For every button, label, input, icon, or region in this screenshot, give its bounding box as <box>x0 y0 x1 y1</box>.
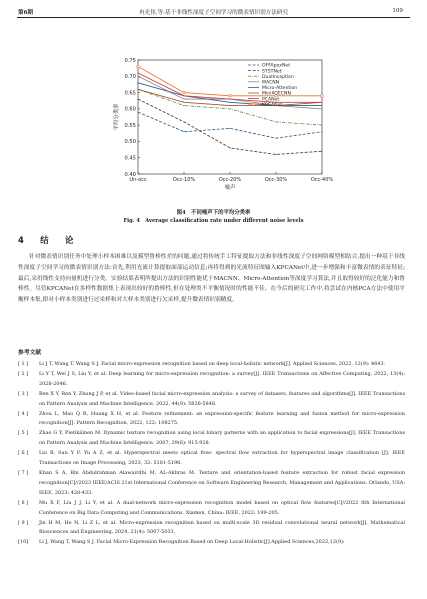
x-tick-label: Occ-40% <box>310 177 334 183</box>
data-point <box>137 76 138 77</box>
series-line <box>138 99 322 154</box>
data-point <box>183 121 184 122</box>
y-tick-label: 0.45 <box>124 155 136 162</box>
y-tick-label: 0.55 <box>124 122 136 129</box>
data-point <box>321 102 322 103</box>
reference-list <box>18 360 405 548</box>
legend-label: DualInception <box>262 74 294 80</box>
x-tick-label: Occ-30% <box>264 177 288 183</box>
reference-text: Zhao G Y, Pietikäinen M. Dynamic texture recognition using local binary patterns with an application to facial expressions[J]. IEEE Transactions on Pattern Analysis and Machine Intelligence, 2007, 29(6): 915-928. <box>39 430 405 447</box>
plot-frame <box>138 60 322 174</box>
header-rule <box>17 17 410 18</box>
reference-text: Jin H M, He N, Li Z L, et al. Micro-expression recognition based on multi-scale 3D residual convolutional neural network[J]. Mathematical Biosciences and Engineering, 2024, 21(4): 5007-5031. <box>39 519 405 536</box>
reference-text: Li J T, Wang T, Wang S J. Facial micro-expression recognition based on deep local-holistic network[J]. Applied Sciences, 2022, 12(9): 4643. <box>39 361 386 367</box>
reference-number: [ 5 ] <box>18 430 29 437</box>
legend-label: Micro-Attention <box>262 86 298 92</box>
y-tick-label: 0.75 <box>124 57 136 64</box>
data-point <box>183 95 184 96</box>
data-point <box>183 99 184 100</box>
data-point <box>183 105 184 106</box>
page-number: 109 <box>392 8 403 14</box>
data-point <box>137 82 138 83</box>
reference-item <box>18 499 405 519</box>
reference-number: [ 3 ] <box>18 390 29 397</box>
data-point <box>321 108 322 109</box>
data-point <box>275 138 276 139</box>
reference-text: Mu X F, Liu J J, Li Y, et al. A dual-network micro-expression recognition model based on optical flow features[C]//2022 8th International Conference on Big Data Computing and Communications. Xiamen, China: IEEE, 2022: 199-205. <box>39 499 405 516</box>
reference-text: Zhou L, Mao Q R, Huang X H, et al. Feature refinement: an expression-specific feature learning and fusion method for micro-expression recognition[J]. Pattern Recognition, 2022, 122: 108275. <box>39 410 405 427</box>
data-point <box>275 121 276 122</box>
data-point <box>183 131 184 132</box>
data-point <box>183 102 184 103</box>
reference-item <box>18 469 405 499</box>
y-tick-label: 0.50 <box>124 139 136 146</box>
data-point <box>137 72 138 73</box>
legend-label: STSTNet <box>262 69 282 75</box>
issue-number: 第6期 <box>18 10 34 16</box>
data-point <box>229 95 232 98</box>
reference-number: [ 8 ] <box>18 499 29 506</box>
legend-label: OFFApexNet <box>262 63 291 69</box>
data-point <box>229 99 230 100</box>
data-point <box>229 105 230 106</box>
data-point <box>321 125 322 126</box>
y-tick-label: 0.40 <box>124 171 136 178</box>
reference-text: Li J, Wang T, Wang S J. Facial Micro-Expression Recognition Based on Deep Local-Holistic[J].Applied Sciences,2022,12(9): <box>39 539 345 546</box>
data-point <box>229 108 230 109</box>
y-tick-label: 0.60 <box>124 106 136 113</box>
x-tick-label: Occ-10% <box>172 177 196 183</box>
data-point <box>137 89 138 90</box>
data-point <box>321 95 324 98</box>
series-line <box>138 67 322 96</box>
data-point <box>229 147 230 148</box>
data-point <box>321 151 322 152</box>
reference-number: [ 6 ] <box>18 450 29 457</box>
y-tick-label: 0.70 <box>124 74 136 81</box>
data-point <box>229 128 230 129</box>
x-tick-label: Un-occ <box>129 177 147 183</box>
reference-item <box>18 390 405 410</box>
reference-item <box>18 449 405 469</box>
legend-label: KPCANet <box>262 102 283 108</box>
legend-label: MiniXOECNN <box>262 91 291 97</box>
data-point <box>229 102 230 103</box>
series-line <box>138 89 322 105</box>
data-point <box>321 105 322 106</box>
data-point <box>137 112 138 113</box>
series-line <box>138 112 322 138</box>
section-title: 4 结 论 <box>18 235 78 245</box>
legend-label: MACNN <box>262 80 280 86</box>
reference-item <box>18 360 405 370</box>
data-point <box>321 131 322 132</box>
reference-text: Ben X Y, Ren Y, Zhang J P, et al. Video-based facial micro-expression analysis: a survey of datasets, features and algorithms[J]. IEEE Transactions on Pattern Analysis and Machine Intelligence, 2022, 44(9): 5826-5846. <box>39 390 405 407</box>
reference-item <box>18 370 405 390</box>
classification-rate-chart <box>100 54 334 202</box>
legend-marker <box>252 103 254 105</box>
figure-caption-cn: 图4 不同噪声下的平均分类率 <box>176 210 251 216</box>
legend-label: PCANet <box>262 97 280 103</box>
data-point <box>275 154 276 155</box>
running-title: 冉光伟,等:基于非线性深度子空间学习的微表情识别方法研究 <box>138 10 289 16</box>
x-axis-label: 噪声 <box>224 185 236 191</box>
data-point <box>137 65 140 68</box>
reference-number: [ 7 ] <box>18 469 29 476</box>
reference-number: [ 4 ] <box>18 410 29 417</box>
reference-text: Liu B, Sun Y F, Yu A Z, et al. Hyperspectral meets optical flow: spectral flow extraction for hyperspectral image classification [J]. IEEE Transactions on Image Processing, 2023, 32: 5181-5196. <box>39 450 405 467</box>
conclusion-paragraph: 针对微表情识别任务中处理小样本困难以及模型鲁棒性差的问题,通过将传统手工特征提取方法和非线性深度子空间网络模型相结合,提出一种基于非线性深度子空间学习的微表情识别方法:首先,利用光流计算提取面部运动信息;再将得到的光流特征图输入KPCANet中,进一步增强和丰富微表情的表征特征;最后,采用线性支持向量机进行分类。实验结果表明所提出方法的识别性能优于MACNN、Micro-Attention等深度学习算法,并且取得较好的泛化能力和鲁棒性。尽管KPCANet在多样性数据集上表现出较好的鲁棒性,但在处理类不平衡情况时的性能不佳。在今后的研究工作中,将尝试在内核PCA方法中使用平衡样本集,即对小样本类别进行过采样和对大样本类别进行欠采样,提升微表情识别精度。 <box>18 254 405 304</box>
reference-item <box>18 519 405 539</box>
reference-number: [ 1 ] <box>18 361 29 367</box>
reference-number: [ 9 ] <box>18 519 29 526</box>
reference-item <box>18 538 405 548</box>
reference-text: Khan S A, Bin Abdulrahman Alawairdhi M, AL-Akhras M. Texture and orientation-based feature extraction for robust facial expression recognition[C]//2023 IEEE/ACIS 21st International Conference on Software Engineering Research, Management and Applications. Orlando, USA: IEEE, 2023: 428-433. <box>39 469 406 496</box>
references-title: 参考文献 <box>18 350 42 356</box>
reference-item <box>18 429 405 449</box>
y-axis-label: 平均分类率 <box>114 103 120 131</box>
reference-number: [ 2 ] <box>18 370 29 377</box>
figure-caption-en: Fig. 4 Average classification rate under different noise levels <box>123 218 304 224</box>
reference-text: Li Y T, Wei J S, Liu Y, et al. Deep learning for micro-expression recognition: a survey[J]. IEEE Transactions on Affective Computing, 2022, 13(4): 2028-2046. <box>39 370 405 387</box>
reference-item <box>18 410 405 430</box>
reference-number: [10] <box>18 539 29 546</box>
data-point <box>183 91 186 94</box>
x-tick-label: Occ-20% <box>218 177 242 183</box>
data-point <box>137 99 138 100</box>
y-tick-label: 0.65 <box>124 90 136 97</box>
